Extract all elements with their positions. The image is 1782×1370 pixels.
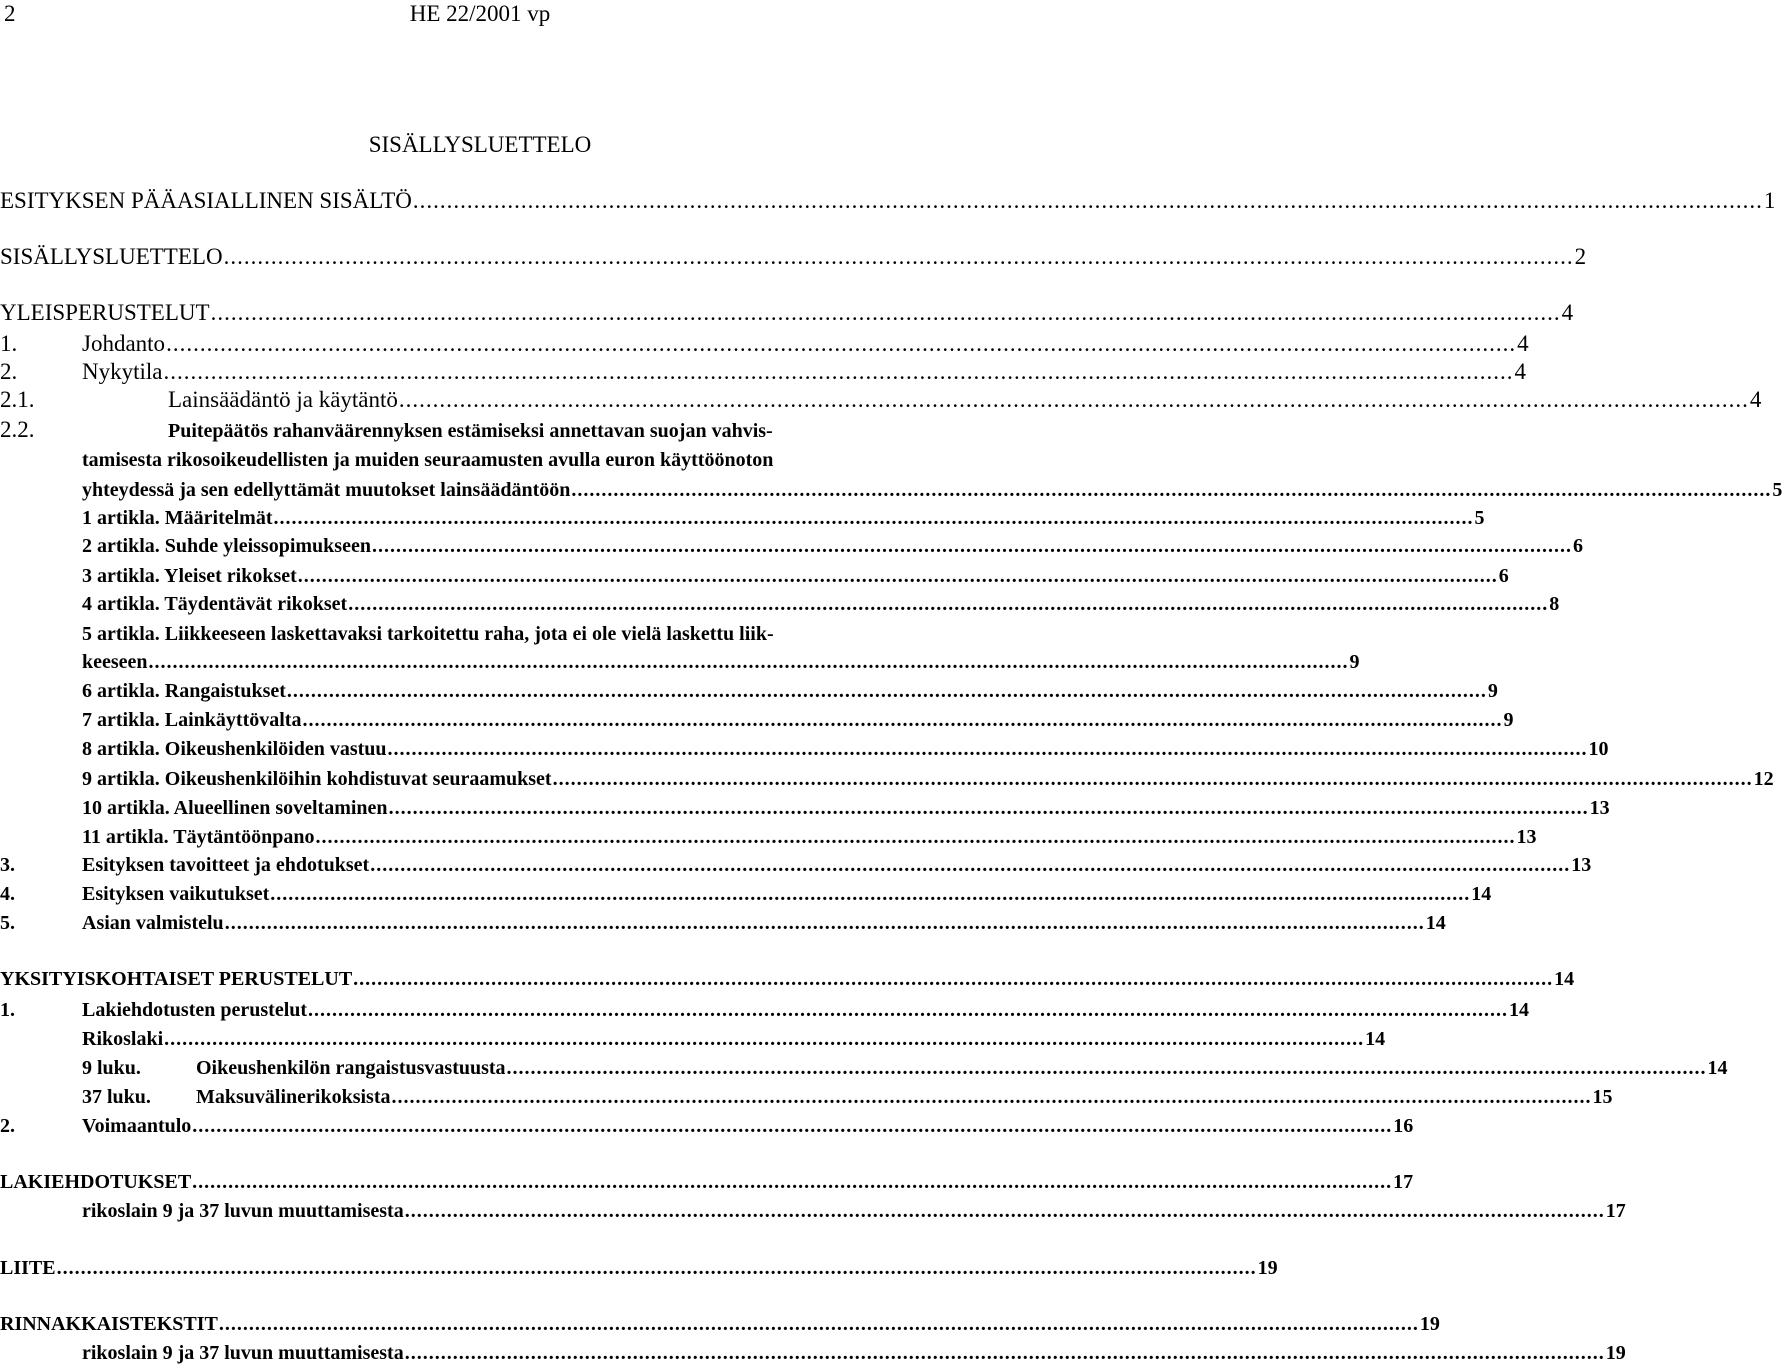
toc-entry-text: Voimaantulo [82,1115,192,1137]
dot-leader [507,1054,1707,1082]
toc-entry-text: SISÄLLYSLUETTELO [0,244,223,269]
dot-leader [164,1025,1364,1053]
toc-entry-number: 9 luku. [82,1057,141,1079]
toc-entry-page: 19 [1605,1342,1626,1364]
toc-entry-number: 1. [0,999,15,1021]
toc-entry-text: YKSITYISKOHTAISET PERUSTELUT [0,968,353,990]
toc-entry[interactable] [0,1254,1278,1282]
toc-entry[interactable] [0,851,1592,879]
toc-entry-number: 3. [0,854,15,876]
toc-entry[interactable] [0,1168,1414,1196]
dot-leader [57,1254,1257,1282]
toc-entry-text: yhteydessä ja sen edellyttämät muutokset lainsäädäntöön [82,479,571,501]
dot-leader [225,909,1425,937]
toc-entry-text: 9 artikla. Oikeushenkilöihin kohdistuvat seuraamukset [82,768,552,790]
toc-entry[interactable] [0,996,1530,1024]
toc-entry[interactable] [0,880,1492,908]
toc-entry-text: Asian valmistelu [82,912,224,934]
toc-entry-page: 9 [1487,680,1498,702]
toc-entry[interactable] [0,187,1776,215]
dot-leader [308,996,1508,1024]
toc-entry[interactable] [0,1112,1414,1140]
toc-entry-page: 17 [1393,1171,1414,1193]
toc-entry[interactable] [0,532,1583,560]
dot-leader [211,299,1561,327]
toc-entry-page: 5 [1474,507,1485,529]
dot-leader [298,562,1498,590]
dot-leader [219,1310,1419,1338]
toc-entry-page: 6 [1498,565,1509,587]
toc-entry-text: 4 artikla. Täydentävät rikokset [82,593,348,615]
toc-entry-page: 16 [1393,1115,1414,1137]
toc-entry-page: 9 [1503,709,1514,731]
toc-entry[interactable] [0,330,1529,358]
toc-entry-page: 19 [1419,1313,1440,1335]
toc-entry-page: 19 [1257,1257,1278,1279]
toc-entry-continuation: tamisesta rikosoikeudellisten ja muiden seuraamusten avulla euron käyttöönoton [82,449,774,471]
toc-entry-page: 13 [1589,797,1610,819]
toc-entry[interactable] [0,648,1360,676]
toc-entry[interactable] [0,909,1446,937]
toc-entry-text: Nykytila [82,359,163,384]
toc-entry[interactable] [0,1310,1440,1338]
toc-entry-page: 13 [1571,854,1592,876]
toc-entry-text: Esityksen vaikutukset [82,883,270,905]
toc-entry-number: 5. [0,912,15,934]
toc-entry[interactable] [0,590,1560,618]
dot-leader [348,590,1548,618]
toc-entry[interactable] [0,1197,1626,1225]
dot-leader [270,880,1470,908]
toc-entry-text: 2 artikla. Suhde yleissopimukseen [82,535,371,557]
dot-leader [571,476,1771,504]
toc-entry[interactable] [0,299,1574,327]
dot-leader [389,794,1589,822]
toc-entry-text: Lakiehdotusten perustelut [82,999,308,1021]
toc-entry-number: 4. [0,883,15,905]
toc-entry-number: 37 luku. [82,1086,151,1108]
toc-entry-page: 14 [1707,1057,1728,1079]
toc-entry-text: 7 artikla. Lainkäyttövalta [82,709,302,731]
toc-entry[interactable] [0,1083,1613,1111]
toc-entry-text: rikoslain 9 ja 37 luvun muuttamisesta [82,1342,404,1364]
toc-entry-page: 8 [1549,593,1560,615]
toc-entry[interactable] [0,677,1498,705]
toc-entry[interactable] [0,1054,1728,1082]
toc-entry-number: 2. [0,1115,15,1137]
toc-entry-text: ESITYKSEN PÄÄASIALLINEN SISÄLTÖ [0,188,412,213]
toc-entry-page: 4 [1749,387,1762,412]
toc-entry-text: LAKIEHDOTUKSET [0,1171,192,1193]
dot-leader [391,1083,1591,1111]
toc-entry[interactable] [0,386,1762,414]
dot-leader [224,243,1574,271]
dot-leader [166,330,1516,358]
page-number: 2 [4,1,16,26]
toc-entry-text: 8 artikla. Oikeushenkilöiden vastuu [82,738,387,760]
toc-entry[interactable] [0,765,1774,793]
dot-leader [405,1197,1605,1225]
toc-entry-page: 10 [1588,738,1609,760]
toc-entry-text: keeseen [82,651,148,673]
toc-entry[interactable] [0,706,1514,734]
dot-leader [405,1339,1605,1367]
toc-heading: SISÄLLYSLUETTELO [368,132,592,157]
toc-entry[interactable] [0,1025,1386,1053]
toc-entry-page: 2 [1574,244,1587,269]
dot-leader [192,1168,1392,1196]
dot-leader [164,358,1514,386]
dot-leader [315,823,1515,851]
toc-entry-text: Johdanto [82,331,166,356]
toc-entry-page: 6 [1572,535,1583,557]
toc-entry-page: 17 [1605,1200,1626,1222]
toc-entry[interactable] [0,620,958,648]
toc-entry-text: YLEISPERUSTELUT [0,300,210,325]
dot-leader [388,735,1588,763]
dot-leader [413,187,1763,215]
dot-leader [553,765,1753,793]
toc-entry-page: 1 [1763,188,1776,213]
toc-entry-text: Maksuvälinerikoksista [196,1086,391,1108]
toc-entry[interactable] [0,1339,1626,1367]
dot-leader [149,648,1349,676]
toc-entry-page: 9 [1349,651,1360,673]
toc-entry[interactable] [0,504,1485,532]
toc-entry-number: 2.2. [0,417,35,442]
toc-entry-text: 1 artikla. Määritelmät [82,507,273,529]
toc-entry-number: 1. [0,331,18,356]
dot-leader [287,677,1487,705]
toc-entry[interactable] [0,358,1526,386]
toc-entry-page: 4 [1561,300,1574,325]
toc-entry[interactable] [0,965,1575,993]
dot-leader [274,504,1474,532]
toc-entry-text: Esityksen tavoitteet ja ehdotukset [82,854,370,876]
toc-entry[interactable] [0,243,1587,271]
toc-entry-page: 13 [1516,826,1537,848]
toc-entry-text: 5 artikla. Liikkeeseen laskettavaksi tarkoitettu raha, jota ei ole vielä laskettu liik- [82,623,774,645]
toc-entry-text: Rikoslaki [82,1028,164,1050]
toc-entry[interactable] [0,823,1537,851]
toc-entry-page: 14 [1554,968,1575,990]
dot-leader [399,386,1749,414]
toc-entry-number: 2. [0,359,18,384]
toc-entry-page: 14 [1509,999,1530,1021]
toc-entry-page: 4 [1517,331,1529,356]
dot-leader [353,965,1553,993]
toc-entry-page: 14 [1365,1028,1386,1050]
toc-entry-page: 14 [1471,883,1492,905]
toc-entry[interactable] [0,416,958,444]
dot-leader [302,706,1502,734]
toc-entry-page: 4 [1514,359,1526,384]
toc-entry-page: 14 [1425,912,1446,934]
toc-entry-number: 2.1. [0,387,35,412]
toc-entry-page: 5 [1772,479,1782,501]
toc-entry[interactable] [0,476,1782,504]
toc-entry-text: 6 artikla. Rangaistukset [82,680,286,702]
toc-entry-page: 12 [1753,768,1774,790]
toc-entry[interactable] [0,735,1609,763]
toc-entry-text: Lainsäädäntö ja käytäntö [168,387,398,412]
toc-entry-text: Oikeushenkilön rangaistusvastuusta [196,1057,506,1079]
toc-entry-text: 10 artikla. Alueellinen soveltaminen [82,797,388,819]
toc-entry[interactable] [0,794,1610,822]
toc-entry-text: Puitepäätös rahanväärennyksen estämiseksi annettavan suojan vahvis- [168,420,773,442]
dot-leader [192,1112,1392,1140]
toc-entry-text: RINNAKKAISTEKSTIT [0,1313,218,1335]
dot-leader [372,532,1572,560]
dot-leader [370,851,1570,879]
toc-entry-text: rikoslain 9 ja 37 luvun muuttamisesta [82,1200,404,1222]
toc-entry-text: LIITE [0,1257,56,1279]
document-id: HE 22/2001 vp [409,1,551,26]
toc-entry-text: 11 artikla. Täytäntöönpano [82,826,315,848]
toc-entry-text: 3 artikla. Yleiset rikokset [82,565,297,587]
toc-entry[interactable] [0,562,1509,590]
toc-entry-page: 15 [1592,1086,1613,1108]
